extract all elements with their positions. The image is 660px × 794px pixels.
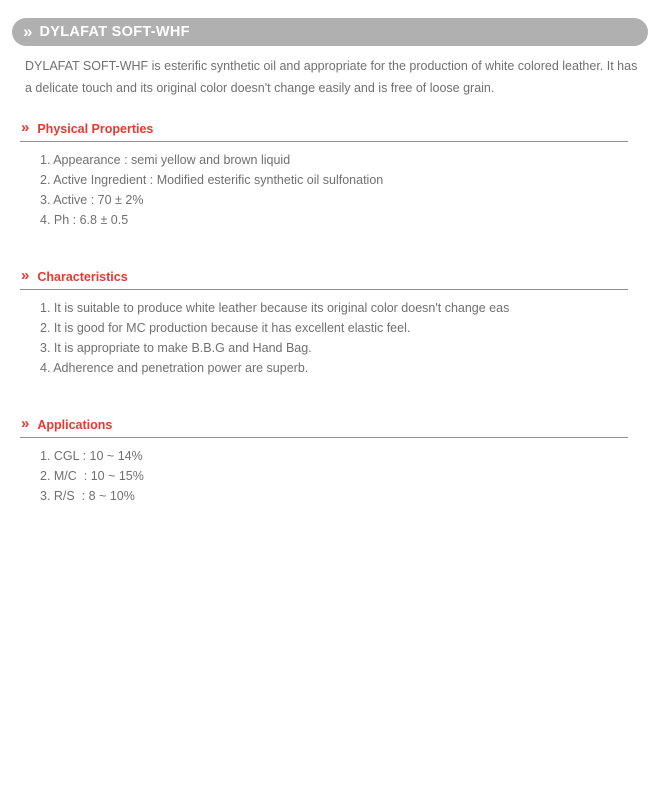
section-item-list (0, 446, 660, 506)
list-item: 2. It is good for MC production because it has excellent elastic feel. (40, 321, 411, 335)
list-item: 2. M/C : 10 ~ 15% (40, 469, 144, 483)
product-description: DYLAFAT SOFT-WHF is esterific synthetic oil and appropriate for the production of white colored leather. It has a delicate touch and its original color doesn't change easily and is free of loose grain. (25, 59, 638, 95)
section-divider (20, 141, 628, 142)
list-item: 3. It is appropriate to make B.B.G and Hand Bag. (40, 341, 312, 355)
section-applications (0, 417, 660, 506)
double-chevron-icon: » (21, 119, 30, 136)
section-heading (21, 417, 660, 432)
section-heading-label: Physical Properties (37, 121, 154, 136)
double-chevron-icon: » (23, 21, 33, 41)
list-item: 3. Active : 70 ± 2% (40, 193, 144, 207)
double-chevron-icon: » (21, 267, 30, 284)
section-heading-label: Characteristics (37, 269, 128, 284)
list-item: 4. Ph : 6.8 ± 0.5 (40, 213, 129, 227)
section-heading-label: Applications (37, 417, 113, 432)
list-item: 1. It is suitable to produce white leather because its original color doesn't change eas (40, 301, 510, 315)
product-title-bar (12, 18, 648, 46)
list-item: 3. R/S : 8 ~ 10% (40, 489, 135, 503)
section-divider (20, 289, 628, 290)
section-heading (21, 269, 660, 284)
section-divider (20, 437, 628, 438)
list-item: 4. Adherence and penetration power are superb. (40, 361, 309, 375)
section-item-list (0, 298, 660, 378)
list-item: 1. CGL : 10 ~ 14% (40, 449, 143, 463)
page-title: DYLAFAT SOFT-WHF (39, 24, 190, 40)
section-characteristics (0, 269, 660, 378)
section-heading (21, 121, 660, 136)
section-physical-properties (0, 121, 660, 230)
list-item: 2. Active Ingredient : Modified esterific synthetic oil sulfonation (40, 173, 384, 187)
list-item: 1. Appearance : semi yellow and brown liquid (40, 153, 291, 167)
section-item-list (0, 150, 660, 230)
double-chevron-icon: » (21, 415, 30, 432)
